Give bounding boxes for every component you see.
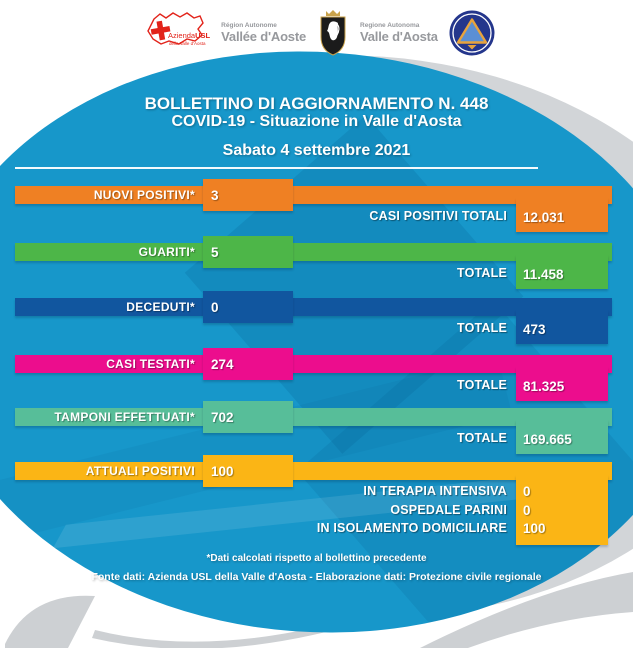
attuali-positivi-breakdown-value: 0 [523,484,531,499]
attuali-positivi-breakdown-values [516,483,608,539]
casi-testati-label: CASI TESTATI* [106,357,195,371]
deceduti-total-value: 473 [523,322,546,337]
attuali-positivi-breakdown-box [516,475,608,545]
guariti-value-box [203,236,293,268]
attuali-positivi-breakdown-labels [200,482,507,538]
attuali-positivi-breakdown-value: 100 [523,521,546,536]
casi-testati-value: 274 [211,356,234,372]
casi-testati-total-label: TOTALE [456,378,507,392]
attuali-positivi-breakdown-label: IN ISOLAMENTO DOMICILIARE [316,521,507,535]
azienda-usl-logo-icon [138,10,210,56]
region-fr-line2: Vallée d'Aoste [221,28,307,44]
casi-testati-total-box [516,367,608,401]
valle-daosta-crest-icon [317,10,349,56]
attuali-positivi-breakdown-value: 0 [523,502,531,518]
date-separator-line [15,167,538,169]
deceduti-total-box [516,310,608,344]
deceduti-value-box [203,291,293,323]
region-fr-line1: Région Autonome [221,21,277,29]
guariti-total-label: TOTALE [456,266,507,280]
footer-source: Fonte dati: Azienda USL della Valle d'Aosta - Elaborazione dati: Protezione civile regionale [91,571,542,583]
nuovi-positivi-total-value: 12.031 [523,210,565,225]
svg-text:AziendaUSL: AziendaUSL [168,31,211,40]
guariti-total-value: 11.458 [523,267,564,282]
guariti-value: 5 [211,244,219,260]
guariti-label: GUARITI* [138,245,195,259]
logo-strip [0,6,633,60]
nuovi-positivi-value-box [203,179,293,211]
svg-text:della Valle d'Aosta: della Valle d'Aosta [169,41,206,46]
deceduti-value: 0 [211,299,219,315]
tamponi-effettuati-total-label: TOTALE [456,431,507,445]
tamponi-effettuati-total-box [516,420,608,454]
guariti-total-box [516,255,608,289]
deceduti-total-label: TOTALE [456,321,507,335]
region-it-line2: Valle d'Aosta [360,28,438,44]
bulletin-title-line1: BOLLETTINO DI AGGIORNAMENTO N. 448 [144,94,489,113]
footer-note: *Dati calcolati rispetto al bollettino precedente [206,553,427,564]
bulletin-title-line2: COVID-19 - Situazione in Valle d'Aosta [171,113,462,130]
casi-testati-value-box [203,348,293,380]
attuali-positivi-breakdown-label: IN TERAPIA INTENSIVA [363,484,507,498]
nuovi-positivi-total-label: CASI POSITIVI TOTALI [369,209,507,223]
tamponi-effettuati-value: 702 [211,409,234,425]
bulletin-date: Sabato 4 settembre 2021 [222,142,411,159]
protezione-civile-logo-icon [449,10,495,56]
nuovi-positivi-value: 3 [211,187,219,203]
nuovi-positivi-label: NUOVI POSITIVI* [93,188,195,202]
attuali-positivi-value: 100 [211,463,234,479]
region-autonome-fr-logo [221,23,306,43]
region-it-line1: Regione Autonoma [360,21,420,29]
nuovi-positivi-total-box [516,198,608,232]
regione-autonoma-it-logo [360,23,438,43]
casi-testati-total-value: 81.325 [523,379,565,394]
deceduti-label: DECEDUTI* [126,300,195,314]
tamponi-effettuati-value-box [203,401,293,433]
tamponi-effettuati-total-value: 169.665 [523,432,572,447]
attuali-positivi-label: ATTUALI POSITIVI [85,464,195,478]
attuali-positivi-breakdown-label: OSPEDALE PARINI [390,502,507,517]
tamponi-effettuati-label: TAMPONI EFFETTUATI* [54,410,195,424]
